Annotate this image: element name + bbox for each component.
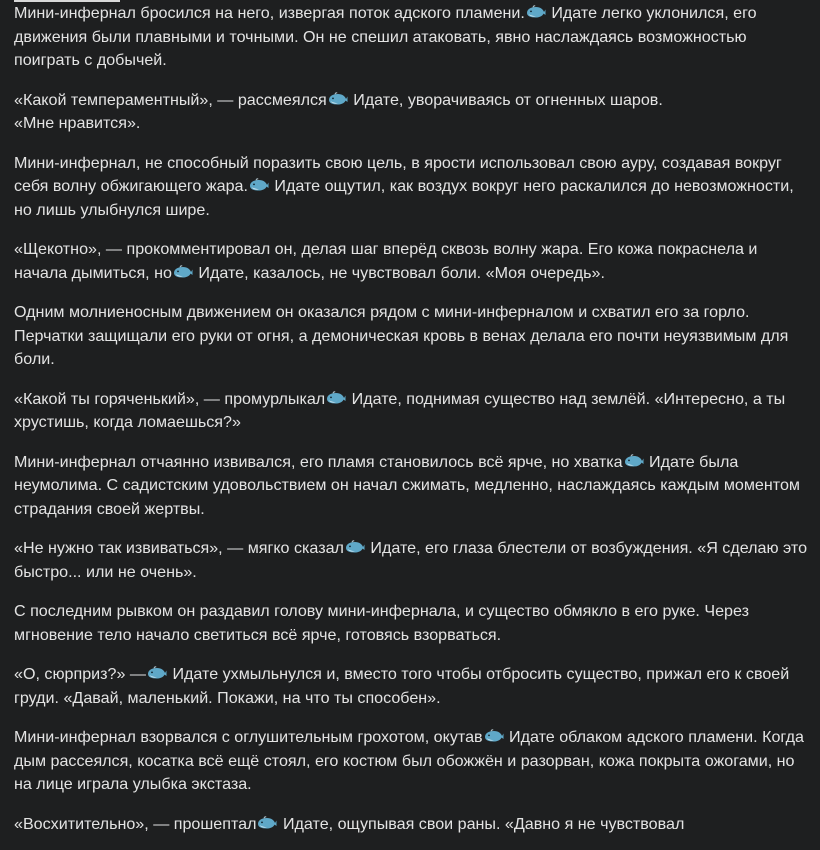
whale-emoji-icon [526,3,546,17]
paragraph-text: Идате облаком адского пламени. Когда дым рассеялся, косатка всё ещё стоял, его костюм был обожжён и разорван, кожа покрыта ожогами, но на лице играла улыбка экстаза. [14,728,804,793]
paragraph-text: Мини-инфернал бросился на него, извергая поток адского пламени. [14,4,525,22]
paragraph-text: Мини-инфернал отчаянно извивался, его пламя становилось всё ярче, но хватка [14,452,623,471]
story-text [14,2,814,850]
story-paragraph [14,451,814,522]
story-paragraph [14,152,814,223]
paragraph-text: «Щекотно», — прокомментировал он, делая шаг вперёд сквозь волну жара. Его кожа покраснела и начала дымиться, но [14,240,758,282]
paragraph-text: Идате, его глаза блестели от возбуждения. «Я сделаю это быстро... или не очень». [14,539,808,581]
story-paragraph [14,2,814,73]
paragraph-text: Мини-инфернал, не способный поразить свою цель, в ярости использовал свою ауру, создавая вокруг себя волну обжигающего жара. [14,153,782,195]
whale-emoji-icon [484,727,504,741]
paragraph-text: «Мне нравится». [14,114,141,132]
paragraph-text: Одним молниеносным движением он оказался рядом с мини-инферналом и схватил его за горло. Перчатки защищали его руки от огня, а демоническая кровь в венах делала его почти неуязвимым для боли. [14,303,789,368]
whale-emoji-icon [173,263,193,277]
paragraph-text: Мини-инфернал взорвался с оглушительным грохотом, окутав [14,728,483,746]
paragraph-text: Идате ощутил, как воздух вокруг него раскалился до невозможности, но лишь улыбнулся шире. [14,177,794,219]
whale-emoji-icon [257,814,277,828]
whale-emoji-icon [624,452,644,466]
story-paragraph [14,388,814,435]
paragraph-text: Идате, поднимая существо над землёй. «Интересно, а ты хрустишь, когда ломаешься?» [14,389,786,431]
paragraph-text: «Не нужно так извиваться», — мягко сказал [14,539,344,557]
paragraph-text: Идате, уворачиваясь от огненных шаров. [348,90,663,109]
story-paragraph [14,600,814,647]
story-paragraph [14,813,814,837]
whale-emoji-icon [345,538,365,552]
story-paragraph [14,663,814,710]
whale-emoji-icon [249,176,269,190]
paragraph-text: «Какой ты горяченький», — промурлыкал [14,389,326,408]
story-paragraph [14,89,814,136]
whale-emoji-icon [328,90,348,104]
paragraph-text: Идате легко уклонился, его движения были плавными и точными. Он не спешил атаковать, явно наслаждаясь возможностью поиграть с добычей. [14,4,757,69]
story-paragraph [14,726,814,797]
paragraph-text: Идате, ощупывая свои раны. «Давно я не чувствовал [278,814,685,833]
paragraph-text: «Какой темпераментный», — рассмеялся [14,90,327,109]
story-paragraph [14,537,814,584]
paragraph-text: Идате ухмыльнулся и, вместо того чтобы отбросить существо, прижал его к своей груди. «Давай, маленький. Покажи, на что ты способен». [14,665,790,707]
paragraph-text: Идате, казалось, не чувствовал боли. «Моя очередь». [193,263,605,282]
story-paragraph [14,238,814,285]
story-paragraph [14,301,814,372]
paragraph-text: Идате была неумолима. С садистским удовольствием он начал сжимать, медленно, наслаждаясь каждым моментом страдания своей жертвы. [14,452,800,518]
whale-emoji-icon [147,664,167,678]
paragraph-text: С последним рывком он раздавил голову мини-инфернала, и существо обмякло в его руке. Через мгновение тело начало светиться всё ярче, готовясь взорваться. [14,602,749,644]
paragraph-text: «О, сюрприз?» — [14,665,146,683]
whale-emoji-icon [326,389,346,403]
paragraph-text: «Восхитительно», — прошептал [14,814,257,833]
